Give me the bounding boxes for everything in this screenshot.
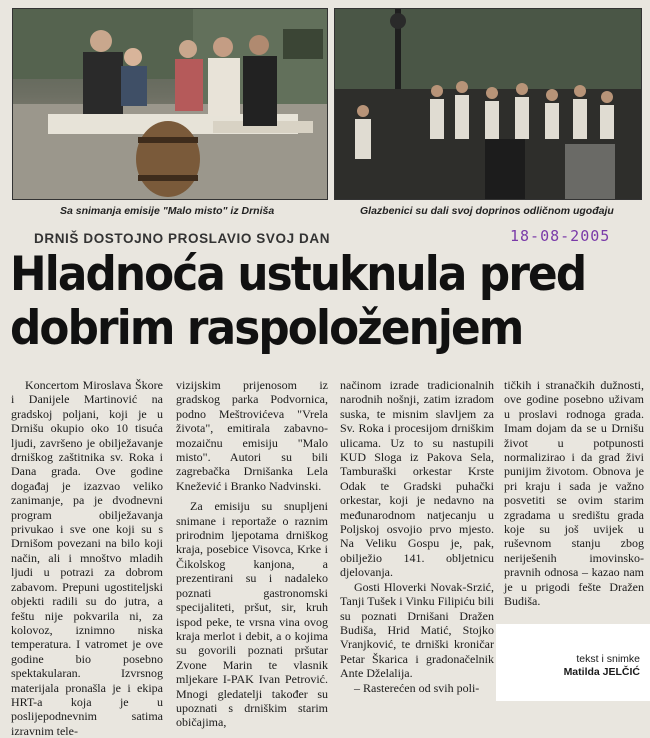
photo-caption-right: Glazbenici su dali svoj doprinos odličnom ugođaju — [360, 205, 614, 217]
photo-musicians-image — [335, 9, 641, 199]
date-stamp: 18-08-2005 — [510, 227, 611, 245]
article-column-1 — [11, 378, 163, 738]
credit-label: tekst i snimke — [576, 653, 640, 665]
photo-tv-recording — [12, 8, 328, 200]
paragraph: vizijskim prijenosom iz gradskog parka Podvornica, podno Meštrovićeva "Vrela života", emitirala zabavno-mozaičnu emisiju "Malo misto". Autori su bili zagrebačka Drnišanka Lela Knežević i Branko Nadvinski. — [176, 378, 328, 493]
paragraph: tičkih i stranačkih dužnosti, ove godine posebno uživam u proslavi rodnoga grada. Imam dojam da se u Drnišu život u potpunosti normalizirao i da grad živi punijim životom. Obnova je pri kraju i sada je važno posvetiti se ovim starim zgradama u središtu grada koje su još uvijek u ruševnom stanju zbog neriješenih imovinsko-pravnih odnosa – kazao nam je u prigodi fešte Dražen Budiša. — [504, 378, 644, 609]
article-column-4 — [504, 378, 644, 648]
article-headline: Hladnoća ustuknula pred dobrim raspoloženjem — [10, 247, 586, 356]
paragraph: Koncertom Miroslava Škore i Danijele Martinović na gradskoj poljani, koji je u Drnišu okupio oko 10 tisuća ljudi, završeno je obilježavanje drniškog zaštitnika sv. Roka i Dana grada. Ove godine događaj je izazvao veliko zanimanje, pa je dvodnevni program obilježavanja privukao i sve one koji su s Drnišom povezani na bilo koji način, ali i mnoštvo mladih ljudi u potrazi za dobrom zabavom. Prepuni ugostiteljski objekti radili su do jutra, a feštu nije pokvarila ni, za kolovoz, iznimno niska temperatura. I vatromet je ove godine bio posebno spektakularan. Izvrsnog materijala pronašla je i ekipa HRT-a koja je u poslijepodnevnim satima izravnim tele- — [11, 378, 163, 738]
article-column-2 — [176, 378, 328, 730]
paragraph: Za emisiju su snupljeni snimane i reportaže o raznim prirodnim ljepotama drniškog kraja, posebice Visovca, Krke i Čikolskog kanjona, a prezentirani su i nadaleko poznati gastronomski specijaliteti, pršut, sir, kruh ispod peke, te vrsna vina ovog kraja merlot i debit, a o kojima su govorili poznati pršutar Zvone Marin te vlasnik mljekare I-PAK Ivan Petrović. Mnogi gledatelji također su upoznati s drniškim starim običajima, — [176, 499, 328, 730]
photo-tv-recording-image — [13, 9, 327, 199]
photo-caption-left: Sa snimanja emisije "Malo misto" iz Drniša — [60, 205, 275, 217]
author-credit — [506, 653, 640, 679]
photo-musicians — [334, 8, 642, 200]
paragraph: Gosti Hloverki Novak-Srzić, Tanji Tušek i Vinku Filipiću bili su poznati Drnišani Dražen Budiša, Hrid Matić, Stojko Vranjković, te drniški kroničar Petar Škarica i gradonačelnik Ante Dželalija. — [340, 579, 494, 681]
paragraph: – Rasterećen od svih poli- — [354, 680, 480, 695]
credit-name: Matilda JELČIĆ — [563, 666, 640, 678]
article-column-3 — [340, 378, 494, 701]
article-kicker: DRNIŠ DOSTOJNO PROSLAVIO SVOJ DAN — [34, 231, 331, 246]
paragraph: načinom izrade tradicionalnih narodnih nošnji, zatim izradom suska, te misnim slavljem za Sv. Roka i procesijom drniškim ulicama. Uz to su nastupili KUD Sloga iz Pakova Sela, Tamburaški orkestar Krste Odak te Gradski puhački orkestar, koji je nedavno na međunarodnom natjecanju u Poljskoj osvojio prvo mjesto. Na Veliku Gospu je, pak, obilježio 141. obljetnicu djelovanja. — [340, 378, 494, 580]
